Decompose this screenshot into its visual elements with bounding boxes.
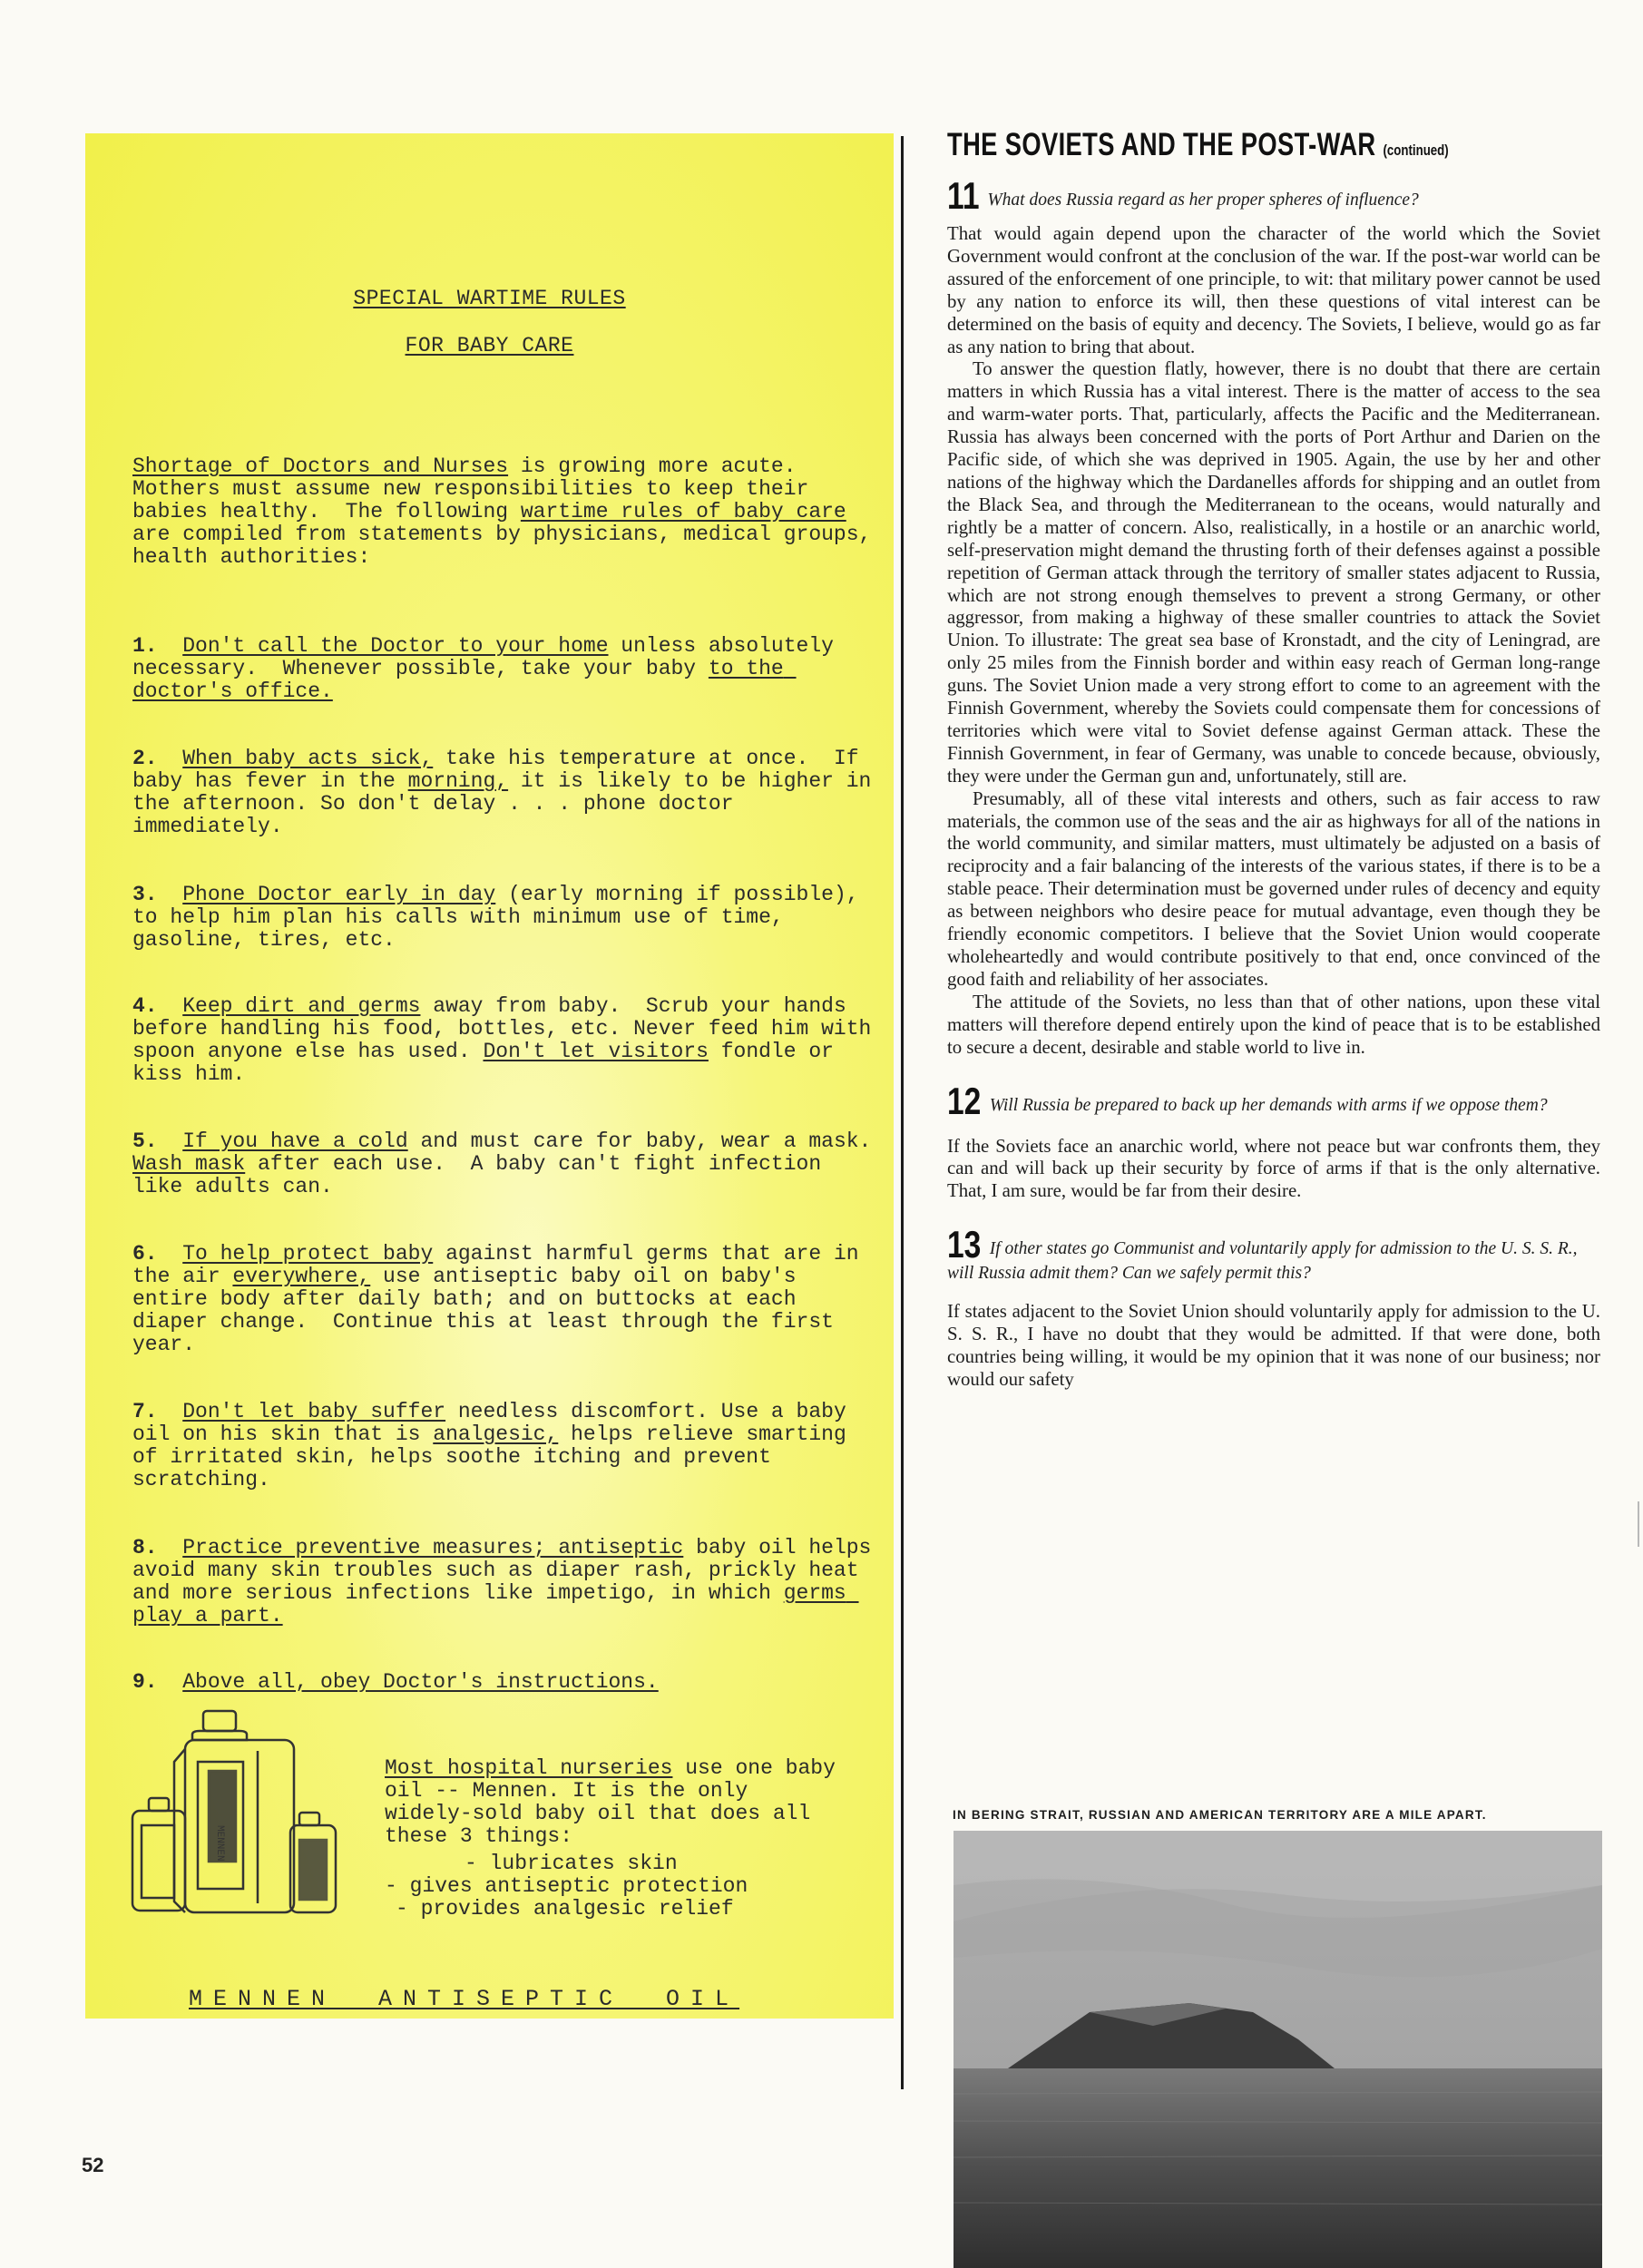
bering-strait-photo (954, 1831, 1602, 2268)
rule-number: 3. (132, 883, 158, 906)
mennen-advertisement (85, 133, 894, 2019)
rule-highlight: Keep dirt and germs (182, 994, 421, 1018)
ad-heading-line2: FOR BABY CARE (405, 334, 574, 357)
promo-rest: use one baby oil -- Mennen. It is the only widely-sold baby oil that does all these 3 things: (385, 1756, 848, 1848)
rule-highlight: Don't call the Doctor to your home (182, 634, 609, 658)
rule-4 (132, 994, 885, 1086)
rule-7 (132, 1401, 876, 1491)
intro-text2: are compiled from statements by physicians, medical groups, health authorities: (132, 500, 885, 569)
intro-text: is growing more acute. Mothers must assume new responsibilities to keep their babies healthy. The following (132, 455, 822, 523)
rule-5 (132, 1129, 896, 1198)
article (947, 127, 1600, 1392)
intro-underlined: Shortage of Doctors and Nurses (132, 455, 509, 478)
answer-13 (947, 1301, 1600, 1392)
rule-highlight: When baby acts sick, (182, 747, 434, 770)
oil-bottles-illustration (129, 1707, 347, 1916)
rule-2 (132, 747, 885, 838)
promo-bullets (385, 1853, 875, 1921)
intro-underlined2: wartime rules of baby care (520, 500, 846, 523)
question-number: 11 (947, 174, 980, 217)
answer-11 (947, 223, 1600, 1060)
rule-highlight-2: Don't let visitors (483, 1040, 709, 1063)
rule-highlight-2: germs play a part. (132, 1581, 859, 1628)
rule-number: 9. (132, 1670, 158, 1694)
question-13 (947, 1223, 1600, 1285)
rule-text-2: helps relieve smarting of irritated skin, helps soothe itching and prevent scratching. (132, 1422, 859, 1491)
bullet-lubricates: - lubricates skin (465, 1852, 678, 1875)
rule-highlight: Don't let baby suffer (182, 1400, 446, 1423)
title-text: THE SOVIETS AND THE POST-WAR (947, 127, 1376, 162)
question-number: 12 (947, 1079, 982, 1122)
title-suffix: (continued) (1383, 142, 1449, 159)
rule-number: 4. (132, 994, 158, 1018)
rule-highlight: Phone Doctor early in day (182, 883, 496, 906)
rule-text-2: fondle or kiss him. (132, 1040, 846, 1086)
article-title (947, 127, 1457, 163)
question-text: If other states go Communist and voluntarily apply for admission to the U. S. S. R., will Russia admit them? Can we safely permit this? (947, 1239, 1578, 1284)
bullet-analgesic: - provides analgesic relief (396, 1897, 734, 1921)
paragraph: If the Soviets face an anarchic world, where not peace but war confronts them, they can and will back up their security by force of arms if that is the only alternative. That, I am sure, would be far from their desire. (947, 1135, 1600, 1202)
rule-text: take his temperature at once. If baby has fever in the (132, 747, 872, 793)
rule-1 (132, 635, 876, 703)
rule-text: unless absolutely necessary. Whenever possible, take your baby (132, 634, 846, 680)
ad-heading-line1: SPECIAL WARTIME RULES (353, 287, 626, 310)
paragraph: The attitude of the Soviets, no less than that of other nations, upon these vital matters will therefore depend entirely upon the kind of peace that is to be established to secure a decent, desirable and stable world to live in. (947, 991, 1600, 1058)
rule-highlight-2: everywhere, (232, 1265, 371, 1288)
rule-number: 2. (132, 747, 158, 770)
landscape-illustration (954, 1831, 1602, 2268)
paragraph: That would again depend upon the character of the world which the Soviet Government would confront at the conclusion of the war. If the post-war world can be assured of the enforcement of one principle, to wit: that military power cannot be used by any nation to enforce its will, then these questions of vital interest can be determined on the basis of equity and decency. The Soviets, I believe, would go as far as any nation to bring that about. (947, 223, 1600, 357)
ad-intro (132, 455, 885, 569)
promo-text (385, 1756, 848, 1848)
rule-text: baby oil helps avoid many skin troubles such as diaper rash, prickly heat and more serious infections like impetigo, in which (132, 1536, 885, 1605)
rule-3 (132, 884, 876, 952)
column-divider (901, 136, 904, 2089)
rule-text-2: use antiseptic baby oil on baby's entire body after daily bath; and on buttocks at each diaper change. Continue this at least through the first year. (132, 1265, 846, 1356)
rule-text-2: after each use. A baby can't fight infection like adults can. (132, 1152, 834, 1198)
promo-underlined: Most hospital nurseries (385, 1756, 673, 1780)
question-text: What does Russia regard as her proper spheres of influence? (987, 191, 1419, 210)
paragraph: To answer the question flatly, however, there is no doubt that there are certain matters in which Russia has a vital interest. There is the matter of access to the sea and warm-water ports. That, particularly, affects the Pacific and the Mediterranean. Russia has always been concerned with the ports of Port Arthur and Darien on the Pacific side, of which she was deprived in 1905. Again, the use by her and other nations of the highway which the Dardanelles affords for shipping and an outlet from the Black Sea, and through the Mediterranean to the oceans, would naturally and rightly be a matter of concern. Also, realistically, in a hostile or an anarchic world, self-preservation might demand the thrusting forth of their defenses against a possible repetition of German attack through the territory of smaller states adjacent to Russia, which are not strong enough themselves to prevent a strong Germany, or other aggressor, from making a highway of these smaller countries to attack the Soviet Union. To illustrate: The great sea base of Kronstadt, and the city of Leningrad, are only 25 miles from the Finnish border and within easy reach of German long-range guns. The Soviet Union made a very strong effort to come to an agreement with the Finnish Government, whereby the Soviets could compensate them for concessions of territories which were vital to Soviet defense against German attack. These the Finnish Government, in fear of Germany, was unable to concede because, obviously, they were under the German gun and, unfortunately, still are. (947, 358, 1600, 787)
margin-mark (1638, 1501, 1639, 1547)
bottle-label: MENNEN (214, 1825, 225, 1862)
rule-text: (early morning if possible), to help him plan his calls with minimum use of time, gasoline, tires, etc. (132, 883, 872, 952)
rule-number: 6. (132, 1242, 158, 1266)
rule-number: 8. (132, 1536, 158, 1559)
rule-8 (132, 1536, 885, 1628)
rule-text: and must care for baby, wear a mask. (407, 1129, 896, 1153)
question-number: 13 (947, 1223, 982, 1266)
rule-9 (132, 1671, 876, 1694)
brand-name: MENNEN ANTISEPTIC OIL (189, 1986, 740, 2012)
rule-highlight: To help protect baby (182, 1242, 434, 1266)
question-text: Will Russia be prepared to back up her demands with arms if we oppose them? (989, 1095, 1548, 1115)
question-12 (947, 1079, 1600, 1122)
rule-number: 1. (132, 634, 158, 658)
rule-number: 5. (132, 1129, 158, 1153)
rule-highlight: Above all, obey Doctor's instructions. (182, 1670, 659, 1694)
rule-text: away from baby. Scrub your hands before handling his food, bottles, etc. Never feed him with spoon anyone else has used. (132, 994, 885, 1063)
answer-12 (947, 1136, 1600, 1204)
page-number: 52 (82, 2154, 104, 2176)
rule-highlight: If you have a cold (182, 1129, 408, 1153)
rule-highlight-2: analgesic, (433, 1422, 559, 1446)
paragraph: If states adjacent to the Soviet Union should voluntarily apply for admission to the U. S. S. R., I have no doubt that they would be admitted. If that were done, both countries being willing, it would be my opinion that it was none of our business; nor would our safety (947, 1301, 1600, 1390)
rule-highlight-2: morning, (407, 769, 509, 793)
bullet-antiseptic: - gives antiseptic protection (385, 1874, 748, 1898)
rule-highlight-2: Wash mask (132, 1152, 246, 1176)
question-11 (947, 174, 1600, 217)
photo-caption: IN BERING STRAIT, RUSSIAN AND AMERICAN TERRITORY ARE A MILE APART. (953, 1808, 1487, 1822)
rule-number: 7. (132, 1400, 158, 1423)
paragraph: Presumably, all of these vital interests and others, such as fair access to raw materials, the common use of the seas and the air as highways for all of the nations in the world community, and similar matters, must ultimately be adjusted on a basis of reciprocity and a fair balancing of the interests of the various states, if there is to be a stable peace. Their determination must be governed under rules of decency and equity as between neighbors who desire peace for mutual advantage, even though they be friendly economic competitors. I believe that the Soviet Union would cooperate wholeheartedly and would contribute positively to that end, once convinced of the good faith and reliability of her associates. (947, 787, 1600, 990)
rule-text: against harmful germs that are in the air (132, 1242, 872, 1288)
rule-text: needless discomfort. Use a baby oil on his skin that is (132, 1400, 859, 1446)
rule-6 (132, 1243, 876, 1356)
rule-highlight: Practice preventive measures; antiseptic (182, 1536, 684, 1559)
rule-highlight-2: to the doctor's office. (132, 657, 797, 703)
rule-text-2: it is likely to be higher in the afternoon. So don't delay . . . phone doctor immediately. (132, 769, 885, 838)
